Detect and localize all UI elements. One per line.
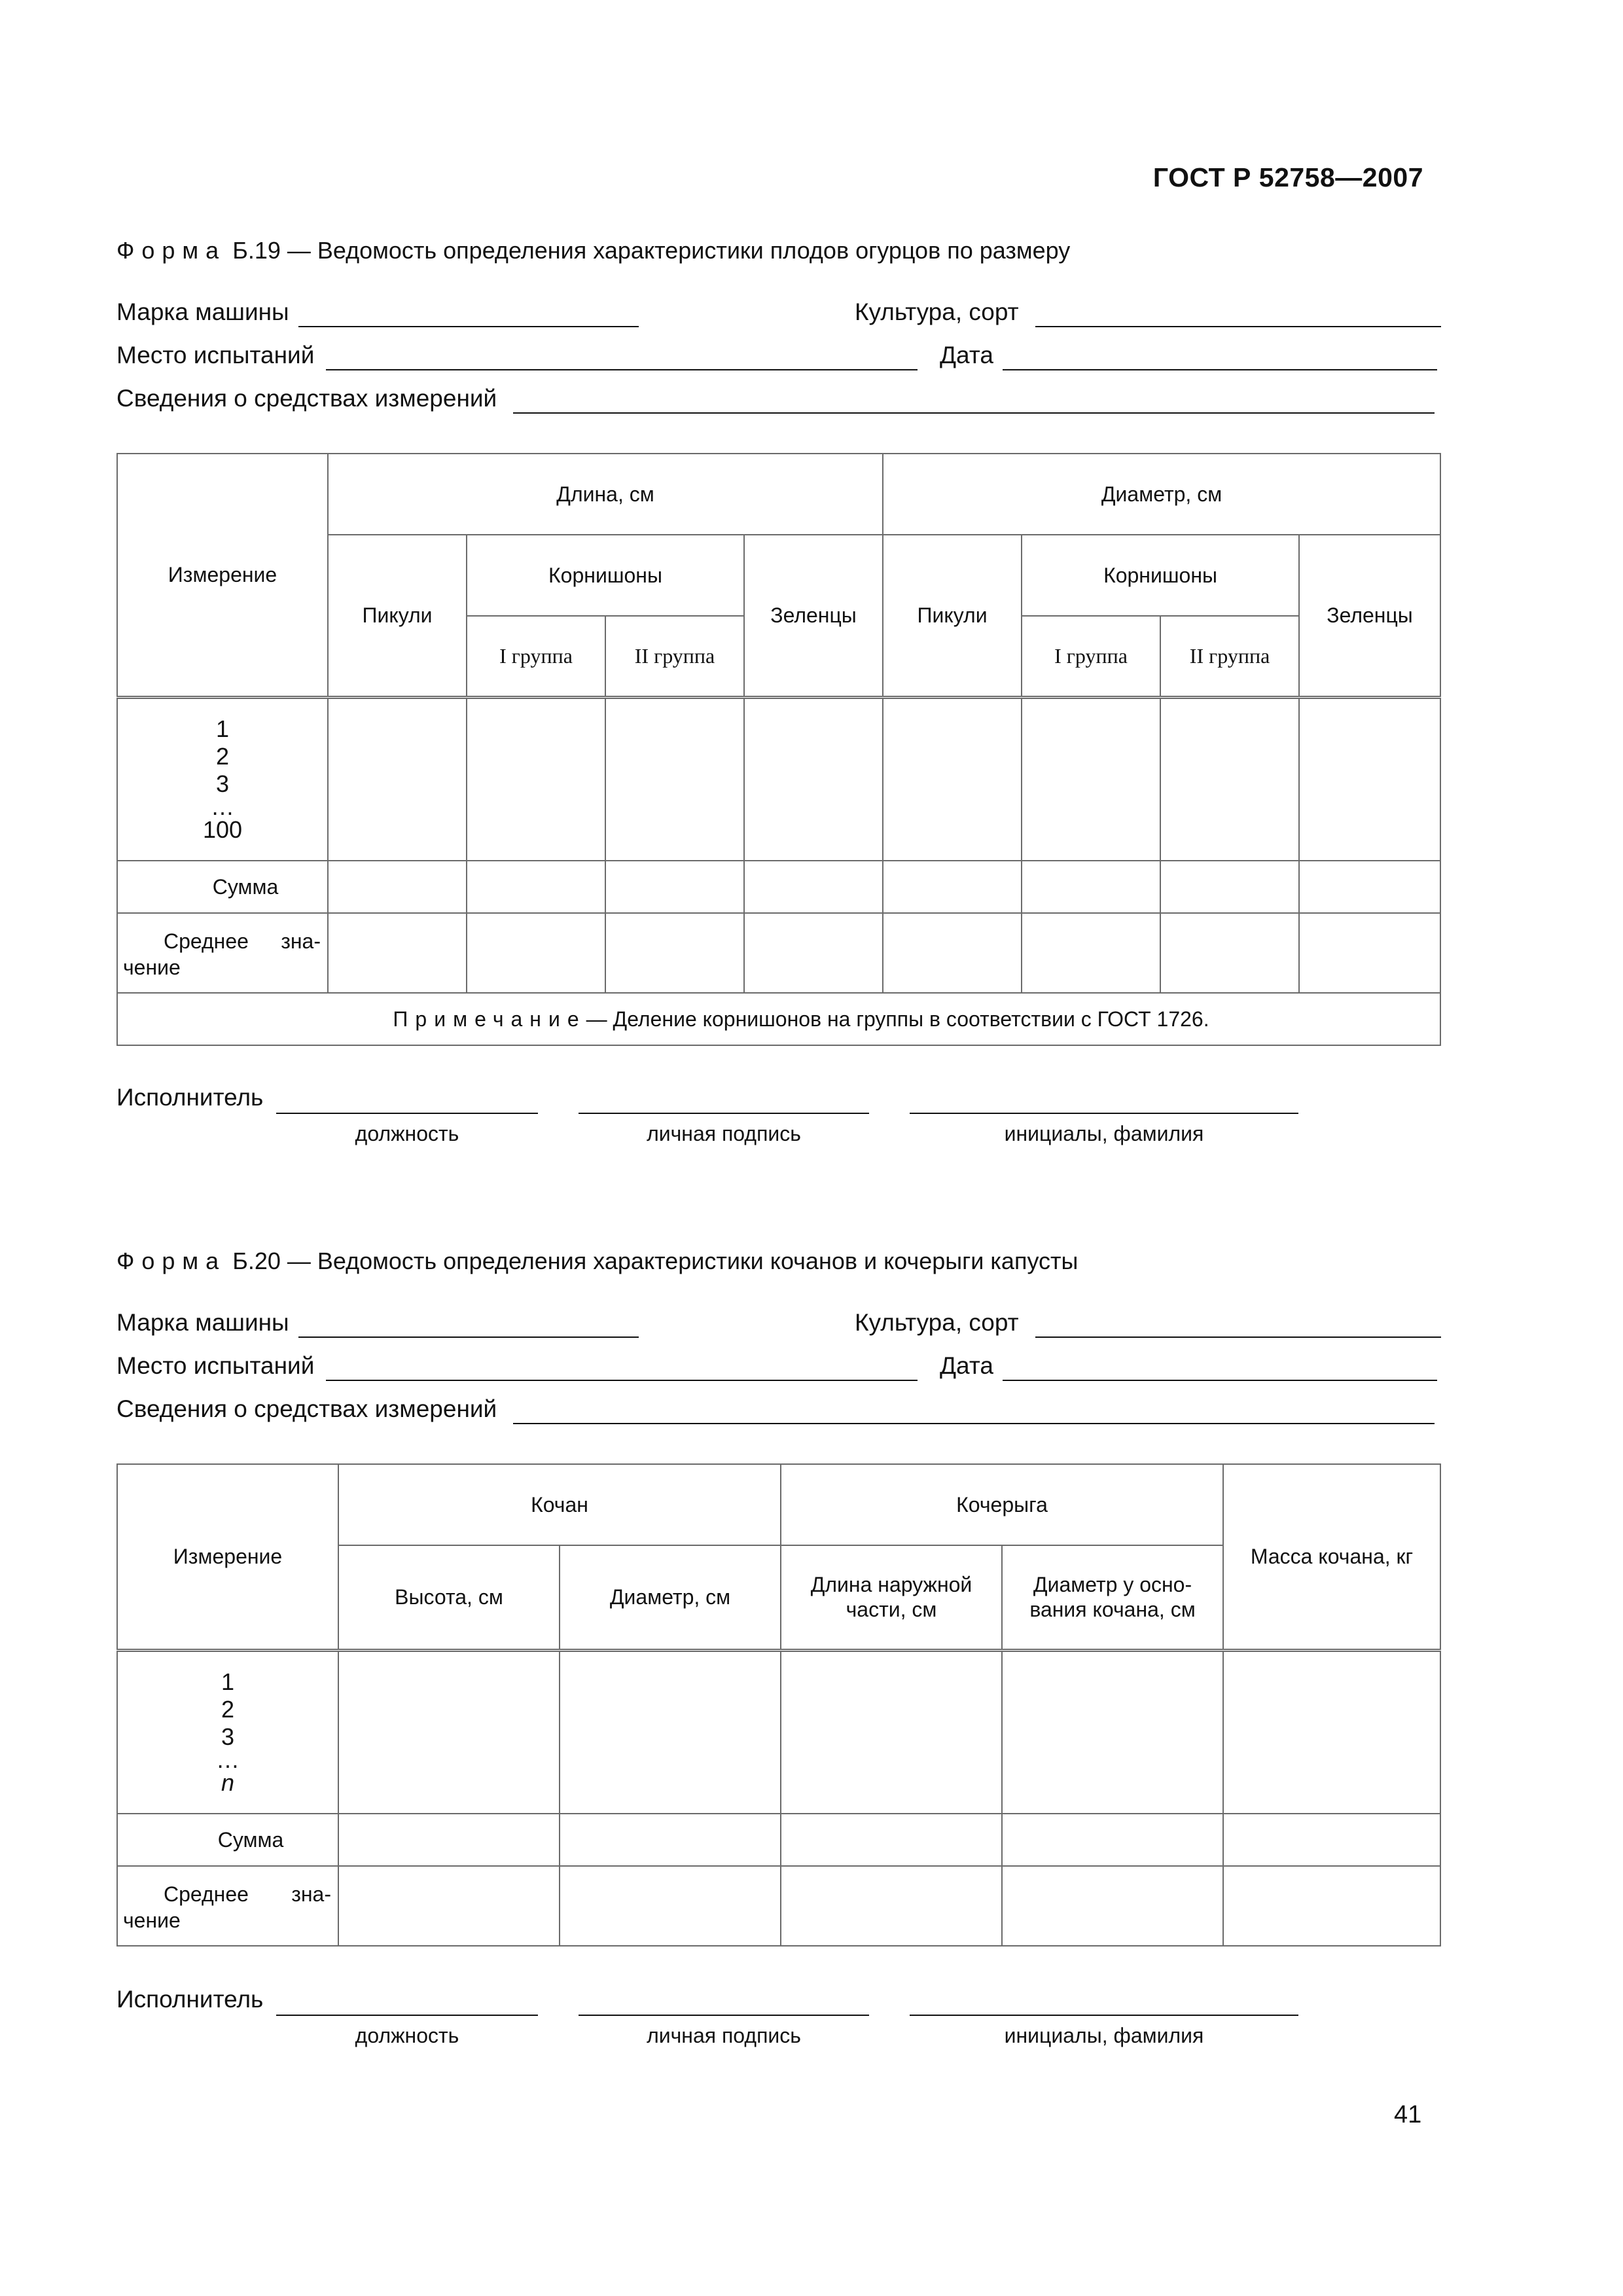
table-cell[interactable] — [781, 1814, 1002, 1866]
table-cell[interactable] — [1299, 913, 1440, 993]
date-field[interactable] — [1003, 1380, 1437, 1381]
signature-caption: личная подпись — [647, 1122, 801, 1145]
date-label: Дата — [940, 342, 993, 368]
name-field[interactable] — [910, 2015, 1298, 2016]
table-cell[interactable] — [1002, 1814, 1223, 1866]
crop-field[interactable] — [1035, 1336, 1441, 1338]
crop-label: Культура, сорт — [855, 298, 1019, 325]
place-field[interactable] — [326, 369, 918, 370]
table-cell[interactable] — [467, 913, 605, 993]
position-caption: должность — [355, 1122, 459, 1145]
table-cell[interactable] — [467, 861, 605, 913]
form-b19-signature — [116, 1084, 1308, 1149]
machine-label: Марка машины — [116, 298, 289, 325]
table-row — [117, 1866, 1440, 1946]
name-caption: инициалы, фамилия — [1004, 1122, 1204, 1145]
place-label: Место испытаний — [116, 1352, 315, 1379]
diameter-pickles-header: Пикули — [883, 535, 1022, 697]
position-caption: должность — [355, 2024, 459, 2047]
note-row — [117, 993, 1440, 1045]
table-cell[interactable] — [1160, 861, 1299, 913]
date-field[interactable] — [1003, 369, 1437, 370]
diameter-group1-header: I группа — [1022, 616, 1160, 697]
row-number-ellipsis: … — [216, 1746, 240, 1773]
form-b19-title — [116, 237, 1070, 264]
crop-label: Культура, сорт — [855, 1309, 1019, 1336]
table-cell[interactable] — [883, 697, 1022, 861]
name-field[interactable] — [910, 1113, 1298, 1114]
mean-label: Среднее зна-чение — [117, 1866, 338, 1946]
table-cell[interactable] — [1160, 697, 1299, 861]
table-cell[interactable] — [560, 1814, 781, 1866]
diameter-header: Диаметр, см — [883, 454, 1440, 535]
diameter-greens-header: Зеленцы — [1299, 535, 1440, 697]
machine-label: Марка машины — [116, 1309, 289, 1336]
row-number: 3 — [215, 770, 230, 797]
form-b20-prefix: Форма — [116, 1247, 226, 1274]
table-cell[interactable] — [883, 861, 1022, 913]
form-b20-title-text: Б.20 — Ведомость определения характеристики кочанов и кочерыги капусты — [232, 1247, 1079, 1274]
place-field[interactable] — [326, 1380, 918, 1381]
form-b19-prefix: Форма — [116, 237, 226, 264]
table-cell[interactable] — [883, 913, 1022, 993]
table-cell[interactable] — [1022, 861, 1160, 913]
table-cell[interactable] — [338, 1650, 560, 1814]
table-cell[interactable] — [781, 1866, 1002, 1946]
table-cell[interactable] — [338, 1866, 560, 1946]
sum-label: Сумма — [117, 861, 328, 913]
height-header: Высота, см — [338, 1545, 560, 1650]
form-b19-table — [116, 453, 1441, 1046]
row-number: n — [221, 1768, 235, 1796]
form-b20-title — [116, 1247, 1078, 1275]
table-cell[interactable] — [744, 861, 883, 913]
instruments-field[interactable] — [513, 412, 1435, 414]
form-b19-row-instruments — [116, 385, 1437, 416]
table-cell[interactable] — [1160, 913, 1299, 993]
form-b20-signature — [116, 1986, 1308, 2051]
table-cell[interactable] — [1223, 1866, 1440, 1946]
table-cell[interactable] — [467, 697, 605, 861]
head-header: Кочан — [338, 1464, 781, 1545]
table-cell[interactable] — [328, 913, 467, 993]
table-cell[interactable] — [1002, 1866, 1223, 1946]
stump-header: Кочерыга — [781, 1464, 1223, 1545]
row-number: 3 — [221, 1723, 235, 1750]
machine-field[interactable] — [298, 326, 639, 327]
length-greens-header: Зеленцы — [744, 535, 883, 697]
table-cell[interactable] — [1299, 697, 1440, 861]
table-row — [117, 861, 1440, 913]
date-label: Дата — [940, 1352, 993, 1379]
row-number-ellipsis: … — [211, 793, 234, 820]
table-row — [117, 913, 1440, 993]
table-cell[interactable] — [744, 697, 883, 861]
table-cell[interactable] — [1223, 1814, 1440, 1866]
length-gherkins-header: Корнишоны — [467, 535, 744, 616]
table-cell[interactable] — [1022, 697, 1160, 861]
table-cell[interactable] — [1223, 1650, 1440, 1814]
table-note — [117, 993, 1440, 1045]
note-text: — Деление корнишонов на группы в соответствии с ГОСТ 1726. — [586, 1007, 1209, 1031]
table-cell[interactable] — [1022, 913, 1160, 993]
form-b20-row-place — [116, 1352, 1437, 1384]
length-pickles-header: Пикули — [328, 535, 467, 697]
signature-field[interactable] — [579, 2015, 869, 2016]
table-cell[interactable] — [744, 913, 883, 993]
table-cell[interactable] — [605, 697, 744, 861]
table-cell[interactable] — [605, 861, 744, 913]
form-b20-row-instruments — [116, 1395, 1437, 1427]
position-field[interactable] — [276, 2015, 538, 2016]
place-label: Место испытаний — [116, 342, 315, 368]
row-number: 2 — [221, 1695, 235, 1723]
table-cell[interactable] — [1299, 861, 1440, 913]
instruments-field[interactable] — [513, 1423, 1435, 1424]
length-group2-header: II группа — [605, 616, 744, 697]
table-cell[interactable] — [328, 861, 467, 913]
row-number: 1 — [221, 1668, 235, 1695]
outer-length-header: Длина наружной части, см — [781, 1545, 1002, 1650]
table-cell[interactable] — [560, 1650, 781, 1814]
executor-label: Исполнитель — [116, 1084, 264, 1111]
table-cell[interactable] — [338, 1814, 560, 1866]
instruments-label: Сведения о средствах измерений — [116, 1395, 497, 1422]
form-b20-row-machine — [116, 1309, 1437, 1340]
signature-field[interactable] — [579, 1113, 869, 1114]
machine-field[interactable] — [298, 1336, 639, 1338]
form-b20-table — [116, 1463, 1441, 1946]
form-b19-row-machine — [116, 298, 1437, 330]
measurement-header: Измерение — [117, 1464, 338, 1650]
note-prefix: Примечание — [393, 1007, 586, 1031]
mean-label: Среднее зна-чение — [117, 913, 328, 993]
row-number: 100 — [202, 816, 243, 843]
table-row — [117, 1650, 1440, 1814]
table-cell[interactable] — [605, 913, 744, 993]
row-number: 1 — [215, 715, 230, 742]
standard-number: ГОСТ Р 52758—2007 — [1152, 162, 1423, 192]
executor-label: Исполнитель — [116, 1986, 264, 2013]
table-cell[interactable] — [328, 697, 467, 861]
row-number: 2 — [215, 742, 230, 770]
table-cell[interactable] — [560, 1866, 781, 1946]
table-row — [117, 697, 1440, 861]
base-diameter-header: Диаметр у осно-вания кочана, см — [1002, 1545, 1223, 1650]
table-cell[interactable] — [1002, 1650, 1223, 1814]
table-row — [117, 1814, 1440, 1866]
position-field[interactable] — [276, 1113, 538, 1114]
form-b19-title-text: Б.19 — Ведомость определения характеристики плодов огурцов по размеру — [232, 237, 1071, 264]
form-b19-row-place — [116, 342, 1437, 373]
page-number: 41 — [1394, 2101, 1422, 2128]
signature-caption: личная подпись — [647, 2024, 801, 2047]
diameter-gherkins-header: Корнишоны — [1022, 535, 1299, 616]
length-group1-header: I группа — [467, 616, 605, 697]
head-mass-header: Масса кочана, кг — [1223, 1464, 1440, 1650]
name-caption: инициалы, фамилия — [1004, 2024, 1204, 2047]
head-diameter-header: Диаметр, см — [560, 1545, 781, 1650]
measurement-numbers — [117, 697, 328, 861]
diameter-group2-header: II группа — [1160, 616, 1299, 697]
crop-field[interactable] — [1035, 326, 1441, 327]
measurement-header: Измерение — [117, 454, 328, 697]
length-header: Длина, см — [328, 454, 883, 535]
table-cell[interactable] — [781, 1650, 1002, 1814]
measurement-numbers — [117, 1650, 338, 1814]
sum-label: Сумма — [117, 1814, 338, 1866]
instruments-label: Сведения о средствах измерений — [116, 385, 497, 412]
